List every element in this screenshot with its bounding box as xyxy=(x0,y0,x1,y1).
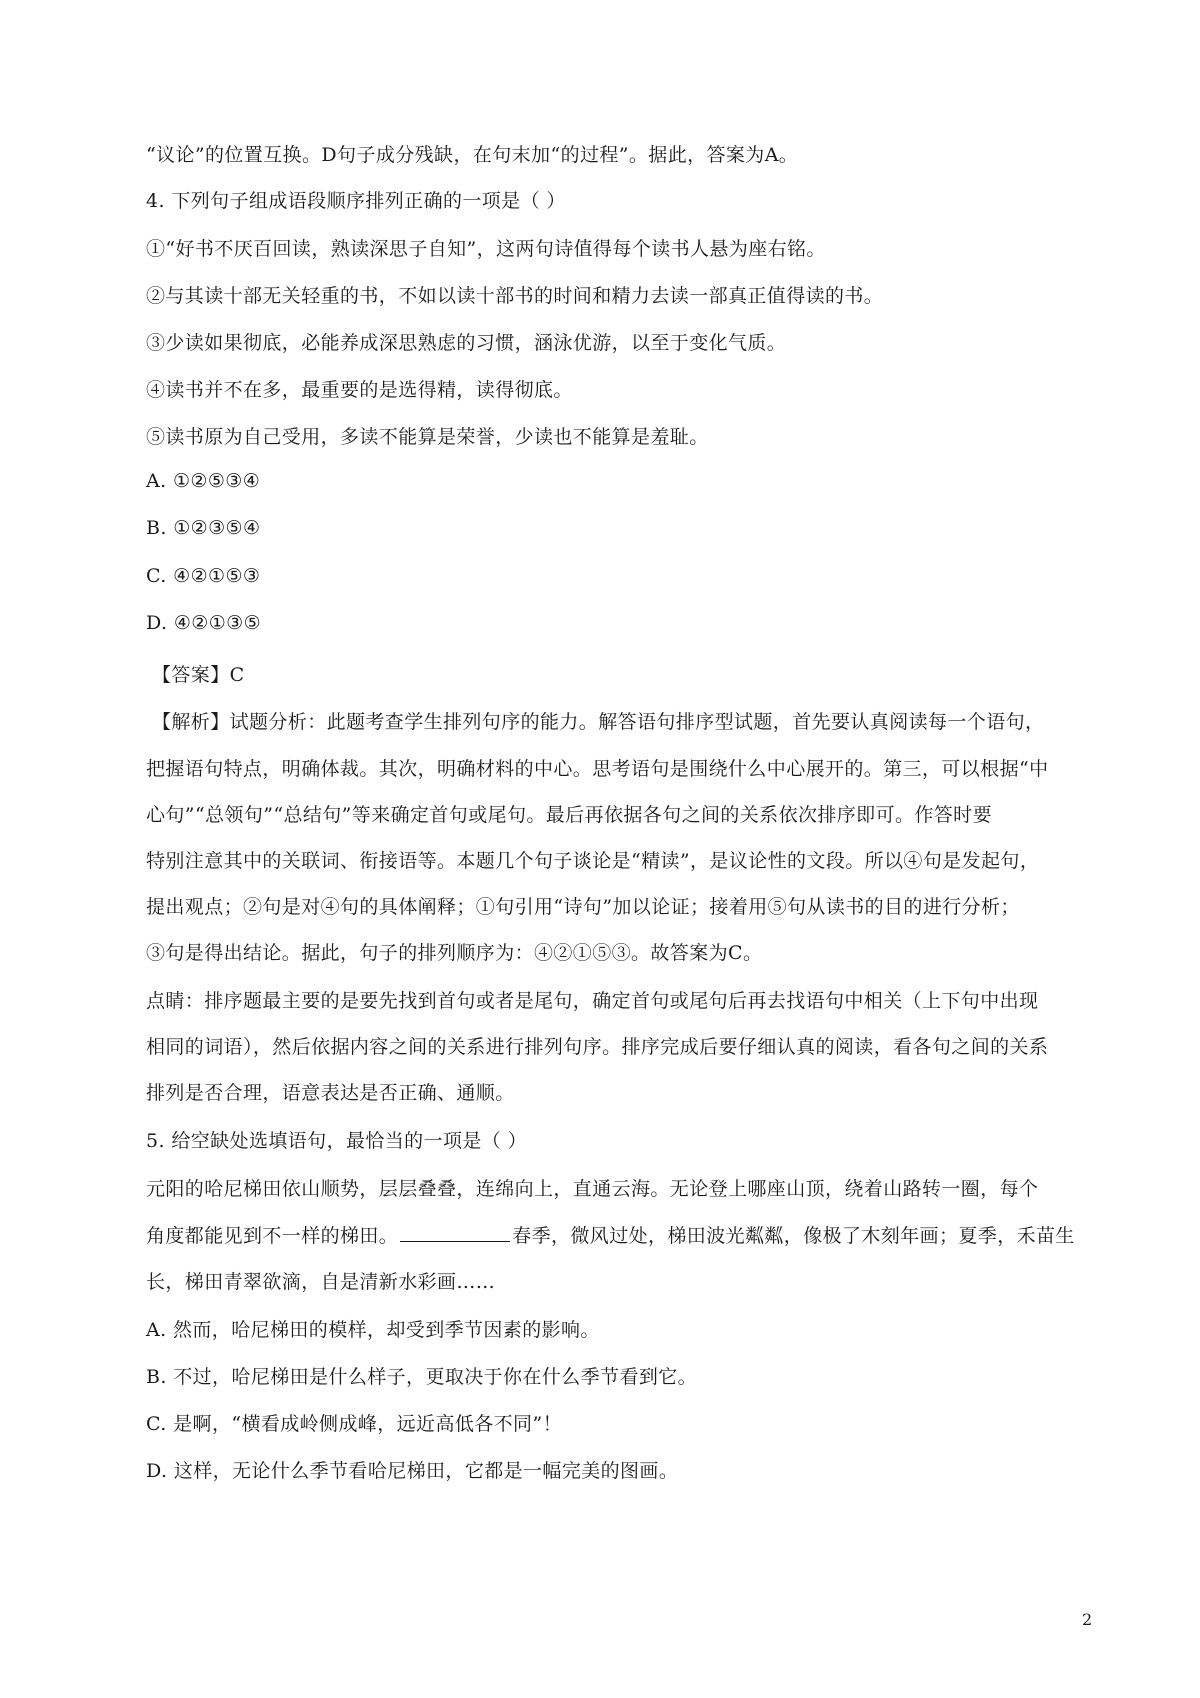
question-4-explanation-line-6: ③句是得出结论。据此，句子的排列顺序为：④②①⑤③。故答案为C。 xyxy=(146,942,763,964)
text-line-previous-explanation: “议论”的位置互换。D句子成分残缺，在句末加“的过程”。据此，答案为A。 xyxy=(146,144,799,166)
question-4-sentence-3: ③少读如果彻底，必能养成深思熟虑的习惯，涵泳优游，以至于变化气质。 xyxy=(146,332,787,354)
question-5-option-a: A. 然而，哈尼梯田的模样，却受到季节因素的影响。 xyxy=(146,1319,600,1341)
question-4-explanation-line-2: 把握语句特点，明确体裁。其次，明确材料的中心。思考语句是围绕什么中心展开的。第三，可以根据“中 xyxy=(146,758,1049,780)
question-4-tip-line-2: 相同的词语），然后依据内容之间的关系进行排列句序。排序完成后要仔细认真的阅读，看各句之间的关系 xyxy=(146,1036,1049,1058)
question-4-option-d: D. ④②①③⑤ xyxy=(146,612,262,634)
question-5-stem: 5. 给空缺处选填语句，最恰当的一项是（ ） xyxy=(146,1130,528,1152)
question-4-explanation-line-1: 【解析】试题分析：此题考查学生排列句序的能力。解答语句排序型试题，首先要认真阅读每一个语句， xyxy=(152,711,1045,733)
question-4-sentence-5: ⑤读书原为自己受用，多读不能算是荣誉，少读也不能算是羞耻。 xyxy=(146,426,709,448)
question-5-passage-line-3: 长，梯田青翠欲滴，自是清新水彩画…… xyxy=(146,1271,496,1293)
question-4-explanation-line-4: 特别注意其中的关联词、衔接语等。本题几个句子谈论是“精读”，是议论性的文段。所以④句是发起句， xyxy=(146,850,1040,872)
question-4-answer: 【答案】C xyxy=(152,664,245,686)
question-4-sentence-2: ②与其读十部无关轻重的书，不如以读十部书的时间和精力去读一部真正值得读的书。 xyxy=(146,285,884,307)
question-4-option-b: B. ①②③⑤④ xyxy=(146,517,261,539)
question-4-tip-line-1: 点睛：排序题最主要的是要先找到首句或者是尾句，确定首句或尾句后再去找语句中相关（上下句中出现 xyxy=(146,990,1039,1012)
question-5-option-c: C. 是啊，“横看成岭侧成峰，远近高低各不同”！ xyxy=(146,1413,562,1435)
question-4-explanation-line-5: 提出观点；②句是对④句的具体阐释；①句引用“诗句”加以论证；接着用⑤句从读书的目的进行分析； xyxy=(146,896,1020,918)
passage-text-before-blank: 角度都能见到不一样的梯田。 xyxy=(146,1225,399,1247)
question-4-sentence-4: ④读书并不在多，最重要的是选得精，读得彻底。 xyxy=(146,379,573,401)
question-4-option-a: A. ①②⑤③④ xyxy=(146,470,261,492)
question-4-sentence-1: ①“好书不厌百回读，熟读深思子自知”，这两句诗值得每个读书人悬为座右铭。 xyxy=(146,238,826,260)
question-5-passage-line-2 xyxy=(146,1221,1075,1248)
question-4-option-c: C. ④②①⑤③ xyxy=(146,565,261,587)
question-4-stem: 4. 下列句子组成语段顺序排列正确的一项是（ ） xyxy=(146,190,566,212)
question-5-passage-line-1: 元阳的哈尼梯田依山顺势，层层叠叠，连绵向上，直通云海。无论登上哪座山顶，绕着山路转一圈，每个 xyxy=(146,1178,1039,1200)
page-number: 2 xyxy=(1082,1610,1093,1629)
question-4-tip-line-3: 排列是否合理，语意表达是否正确、通顺。 xyxy=(146,1082,515,1104)
question-4-explanation-line-3: 心句”“总领句”“总结句”等来确定首句或尾句。最后再依据各句之间的关系依次排序即可。作答时要 xyxy=(146,804,992,826)
question-5-option-b: B. 不过，哈尼梯田是什么样子，更取决于你在什么季节看到它。 xyxy=(146,1366,698,1388)
question-5-option-d: D. 这样，无论什么季节看哈尼梯田，它都是一幅完美的图画。 xyxy=(146,1460,679,1482)
fill-in-blank xyxy=(400,1223,510,1242)
passage-text-after-blank: 春季，微风过处，梯田波光粼粼，像极了木刻年画；夏季，禾苗生 xyxy=(512,1225,1075,1247)
